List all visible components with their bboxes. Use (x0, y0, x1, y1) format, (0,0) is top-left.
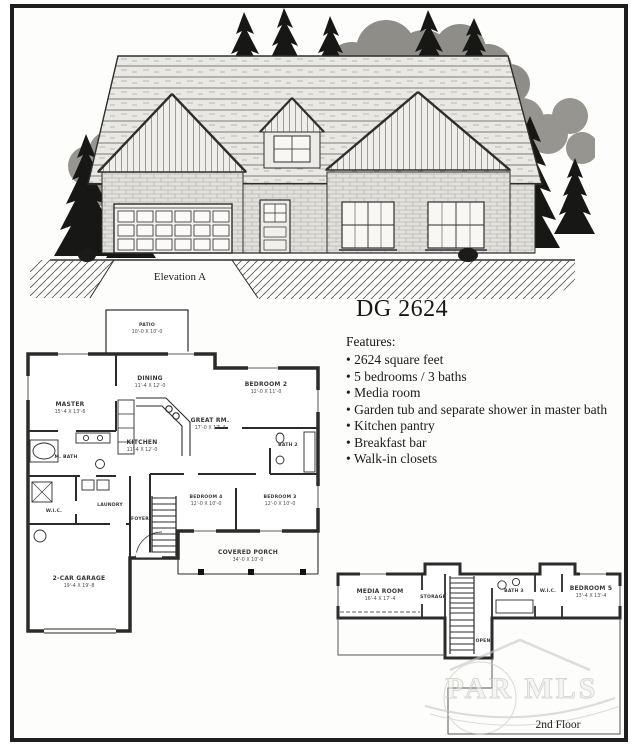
elevation-caption: Elevation A (153, 271, 207, 283)
feature-item: • Breakfast bar (346, 435, 630, 452)
room-label-media: MEDIA ROOM (356, 588, 404, 595)
room-label-garage: 2-CAR GARAGE (52, 575, 106, 582)
room-label-great-rm: GREAT RM. (190, 417, 230, 424)
feature-item: • Media room (346, 385, 630, 402)
room-label-wic2: W.I.C. (539, 589, 557, 594)
svg-text:19'-4 X 19'-8: 19'-4 X 19'-8 (63, 584, 95, 589)
shrub (458, 248, 478, 262)
svg-text:17'-0 X 17'-4: 17'-0 X 17'-4 (194, 426, 226, 431)
exterior-walls (28, 354, 318, 631)
room-label-kitchen: KITCHEN (126, 439, 158, 446)
second-floor-caption: 2nd Floor (535, 719, 581, 731)
room-label-bath3: BATH 3 (504, 589, 524, 594)
first-floor-plan (18, 306, 323, 666)
title-block (346, 296, 630, 468)
room-label-patio: PATIO (139, 323, 155, 328)
room-label-master: MASTER (55, 401, 85, 408)
shrub (78, 248, 96, 262)
features-list (346, 352, 630, 468)
svg-text:11'-4 X 12'-0: 11'-4 X 12'-0 (134, 384, 166, 389)
watermark-text: PAR MLS (445, 672, 599, 705)
elevation-drawing (30, 8, 595, 300)
svg-text:12'-0 X 11'-0: 12'-0 X 11'-0 (250, 390, 282, 395)
svg-text:16'-4 X 17'-4: 16'-4 X 17'-4 (364, 597, 396, 602)
svg-text:15'-4 X 13'-6: 15'-4 X 13'-6 (54, 410, 86, 415)
front-door (260, 200, 290, 253)
room-label-foyer: FOYER (131, 517, 149, 522)
room-label-open: OPEN (475, 639, 491, 644)
room-label-wic: W.I.C. (45, 509, 63, 514)
room-label-mbath: M. BATH (54, 455, 78, 460)
plan-title: DG 2624 (356, 296, 449, 322)
second-floor-plan (330, 548, 632, 744)
room-label-bedroom3: BEDROOM 3 (263, 495, 297, 500)
feature-item: • Kitchen pantry (346, 418, 630, 435)
svg-text:12'-0 X 10'-0: 12'-0 X 10'-0 (190, 502, 222, 507)
feature-item: • 5 bedrooms / 3 baths (346, 369, 630, 386)
room-label-bath2: BATH 2 (278, 443, 298, 448)
features-heading: Features: (346, 334, 396, 349)
svg-text:11'-4 X 12'-0: 11'-4 X 12'-0 (126, 448, 158, 453)
room-label-bedroom4: BEDROOM 4 (189, 495, 223, 500)
feature-item: • 2624 square feet (346, 352, 630, 369)
feature-item: • Garden tub and separate shower in master bath (346, 402, 630, 419)
svg-text:10'-0 X 10'-0: 10'-0 X 10'-0 (131, 330, 163, 335)
room-label-laundry: LAUNDRY (97, 503, 123, 508)
svg-text:13'-4 X 13'-4: 13'-4 X 13'-4 (575, 594, 607, 599)
room-label-dining: DINING (137, 375, 163, 382)
house-elevation (50, 56, 575, 260)
room-label-storage: STORAGE (420, 595, 446, 600)
room-label-bedroom2: BEDROOM 2 (244, 381, 288, 388)
feature-item: • Walk-in closets (346, 451, 630, 468)
garage-door (114, 204, 232, 253)
svg-text:12'-0 X 10'-0: 12'-0 X 10'-0 (264, 502, 296, 507)
room-label-bedroom5: BEDROOM 5 (569, 585, 613, 592)
svg-text:34'-0 X 10'-0: 34'-0 X 10'-0 (232, 558, 264, 563)
room-label-porch: COVERED PORCH (217, 549, 279, 556)
